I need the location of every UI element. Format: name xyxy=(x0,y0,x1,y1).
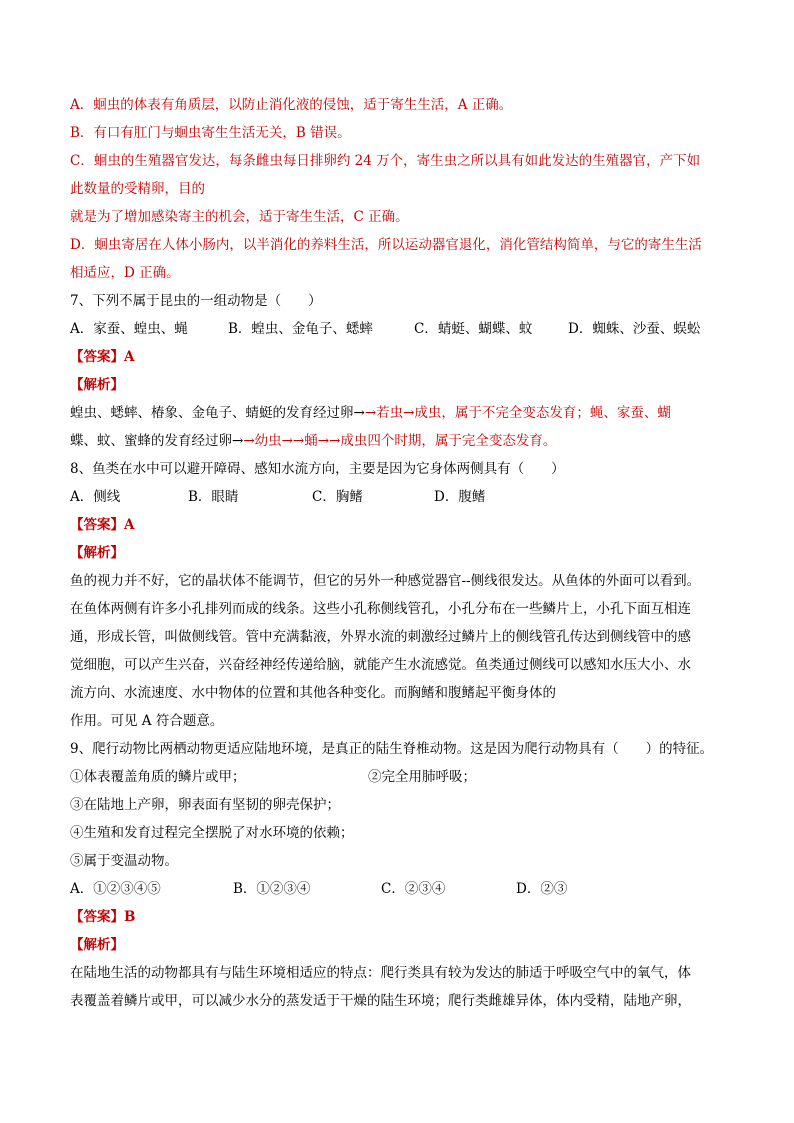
q9-items-row1 xyxy=(70,763,730,791)
q9-stem: 9、爬行动物比两栖动物更适应陆地环境，是真正的陆生脊椎动物。这是因为爬行动物具有（ ）的特征。 xyxy=(70,741,714,757)
q9-option-d: D．②③ xyxy=(516,881,568,897)
q7-options xyxy=(70,315,730,343)
q7-analysis-line2-red: →幼虫→→蛹→→成虫四个时期，属于完全变态发育。 xyxy=(243,433,557,449)
q8-option-c: C．胸鳍 xyxy=(312,489,363,505)
q6-analysis-a: A．蛔虫的体表有角质层，以防止消化液的侵蚀，适于寄生生活，A 正确。 xyxy=(70,97,513,113)
q9-option-c: C．②③④ xyxy=(381,881,446,897)
q8-analysis-line2: 在鱼体两侧有许多小孔排列而成的线条。这些小孔称侧线管孔，小孔分布在一些鳞片上，小孔下面互相连 xyxy=(70,601,691,617)
q6-analysis-c-line1: C．蛔虫的生殖器官发达，每条雌虫每日排卵约 24 万个，寄生虫之所以具有如此发达的生殖器官，产下如 xyxy=(70,153,701,169)
q6-analysis-d-line2: 相适应，D 正确。 xyxy=(70,265,180,281)
q7-analysis-line1-red: →若虫→成虫，属于不完全变态发育；蝇、家蚕、蝴 xyxy=(364,405,671,421)
q8-option-a: A．侧线 xyxy=(70,489,121,505)
q9-option-b: B．①②③④ xyxy=(233,881,311,897)
q9-item-1: ①体表覆盖角质的鳞片或甲； xyxy=(70,769,246,785)
q9-item-2: ②完全用肺呼吸； xyxy=(368,769,476,785)
q8-analysis-line3: 通，形成长管，叫做侧线管。管中充满黏液，外界水流的刺激经过鳞片上的侧线管孔传达到侧线管中的感 xyxy=(70,629,691,645)
q9-answer: 【答案】B xyxy=(70,909,136,925)
q7-stem: 7、下列不属于昆虫的一组动物是（ ） xyxy=(70,293,322,309)
page-content xyxy=(70,91,730,1015)
q9-item-3: ③在陆地上产卵，卵表面有坚韧的卵壳保护； xyxy=(70,797,340,813)
q7-analysis-line1-black: 蝗虫、蟋蟀、椿象、金龟子、蜻蜓的发育经过卵→ xyxy=(70,405,365,421)
q6-analysis-c-line3: 就是为了增加感染寄主的机会，适于寄生生活，C 正确。 xyxy=(70,209,409,225)
q8-option-d: D．腹鳍 xyxy=(434,489,486,505)
q7-analysis-label: 【解析】 xyxy=(70,377,124,393)
q9-analysis-line2: 表覆盖着鳞片或甲，可以减少水分的蒸发适于干燥的陆生环境；爬行类雌雄异体，体内受精，陆地产卵， xyxy=(70,993,691,1009)
q8-stem: 8、鱼类在水中可以避开障碍、感知水流方向，主要是因为它身体两侧具有（ ） xyxy=(70,461,565,477)
q7-analysis-line1 xyxy=(70,399,730,427)
q6-analysis-d-line1: D．蛔虫寄居在人体小肠内，以半消化的养料生活，所以运动器官退化，消化管结构简单，与它的寄生生活 xyxy=(70,237,702,253)
q7-option-d: D．蜘蛛、沙蚕、蜈蚣 xyxy=(568,321,701,337)
q7-answer: 【答案】A xyxy=(70,349,135,365)
q9-option-a: A．①②③④⑤ xyxy=(70,881,161,897)
q8-answer: 【答案】A xyxy=(70,517,135,533)
q7-option-c: C．蜻蜓、蝴蝶、蚊 xyxy=(414,321,533,337)
q8-analysis-label: 【解析】 xyxy=(70,545,124,561)
q9-item-5: ⑤属于变温动物。 xyxy=(70,853,178,869)
q6-analysis-b: B．有口有肛门与蛔虫寄生生活无关，B 错误。 xyxy=(70,125,351,141)
q8-option-b: B．眼睛 xyxy=(188,489,239,505)
q9-analysis-label: 【解析】 xyxy=(70,937,124,953)
q8-analysis-line5: 流方向、水流速度、水中物体的位置和其他各种变化。而胸鳍和腹鳍起平衡身体的 xyxy=(70,685,556,701)
q8-analysis-line1: 鱼的视力并不好，它的晶状体不能调节，但它的另外一种感觉器官--侧线很发达。从鱼体的外面可以看到。 xyxy=(70,573,701,589)
q9-options xyxy=(70,875,730,903)
q8-options xyxy=(70,483,730,511)
q7-analysis-line2 xyxy=(70,427,730,455)
q7-analysis-line2-black: 蝶、蚊、蜜蜂的发育经过卵→ xyxy=(70,433,244,449)
q8-analysis-line6: 作用。可见 A 符合题意。 xyxy=(70,713,224,729)
q7-option-b: B．蝗虫、金龟子、蟋蟀 xyxy=(228,321,373,337)
q6-analysis-c-line2: 此数量的受精卵，目的 xyxy=(70,181,205,197)
q7-option-a: A．家蚕、蝗虫、蝇 xyxy=(70,321,188,337)
q8-analysis-line4: 觉细胞，可以产生兴奋，兴奋经神经传递给脑，就能产生水流感觉。鱼类通过侧线可以感知水压大小、水 xyxy=(70,657,691,673)
q9-analysis-line1: 在陆地生活的动物都具有与陆生环境相适应的特点：爬行类具有较为发达的肺适于呼吸空气中的氧气，体 xyxy=(70,965,691,981)
q9-item-4: ④生殖和发育过程完全摆脱了对水环境的依赖； xyxy=(70,825,354,841)
